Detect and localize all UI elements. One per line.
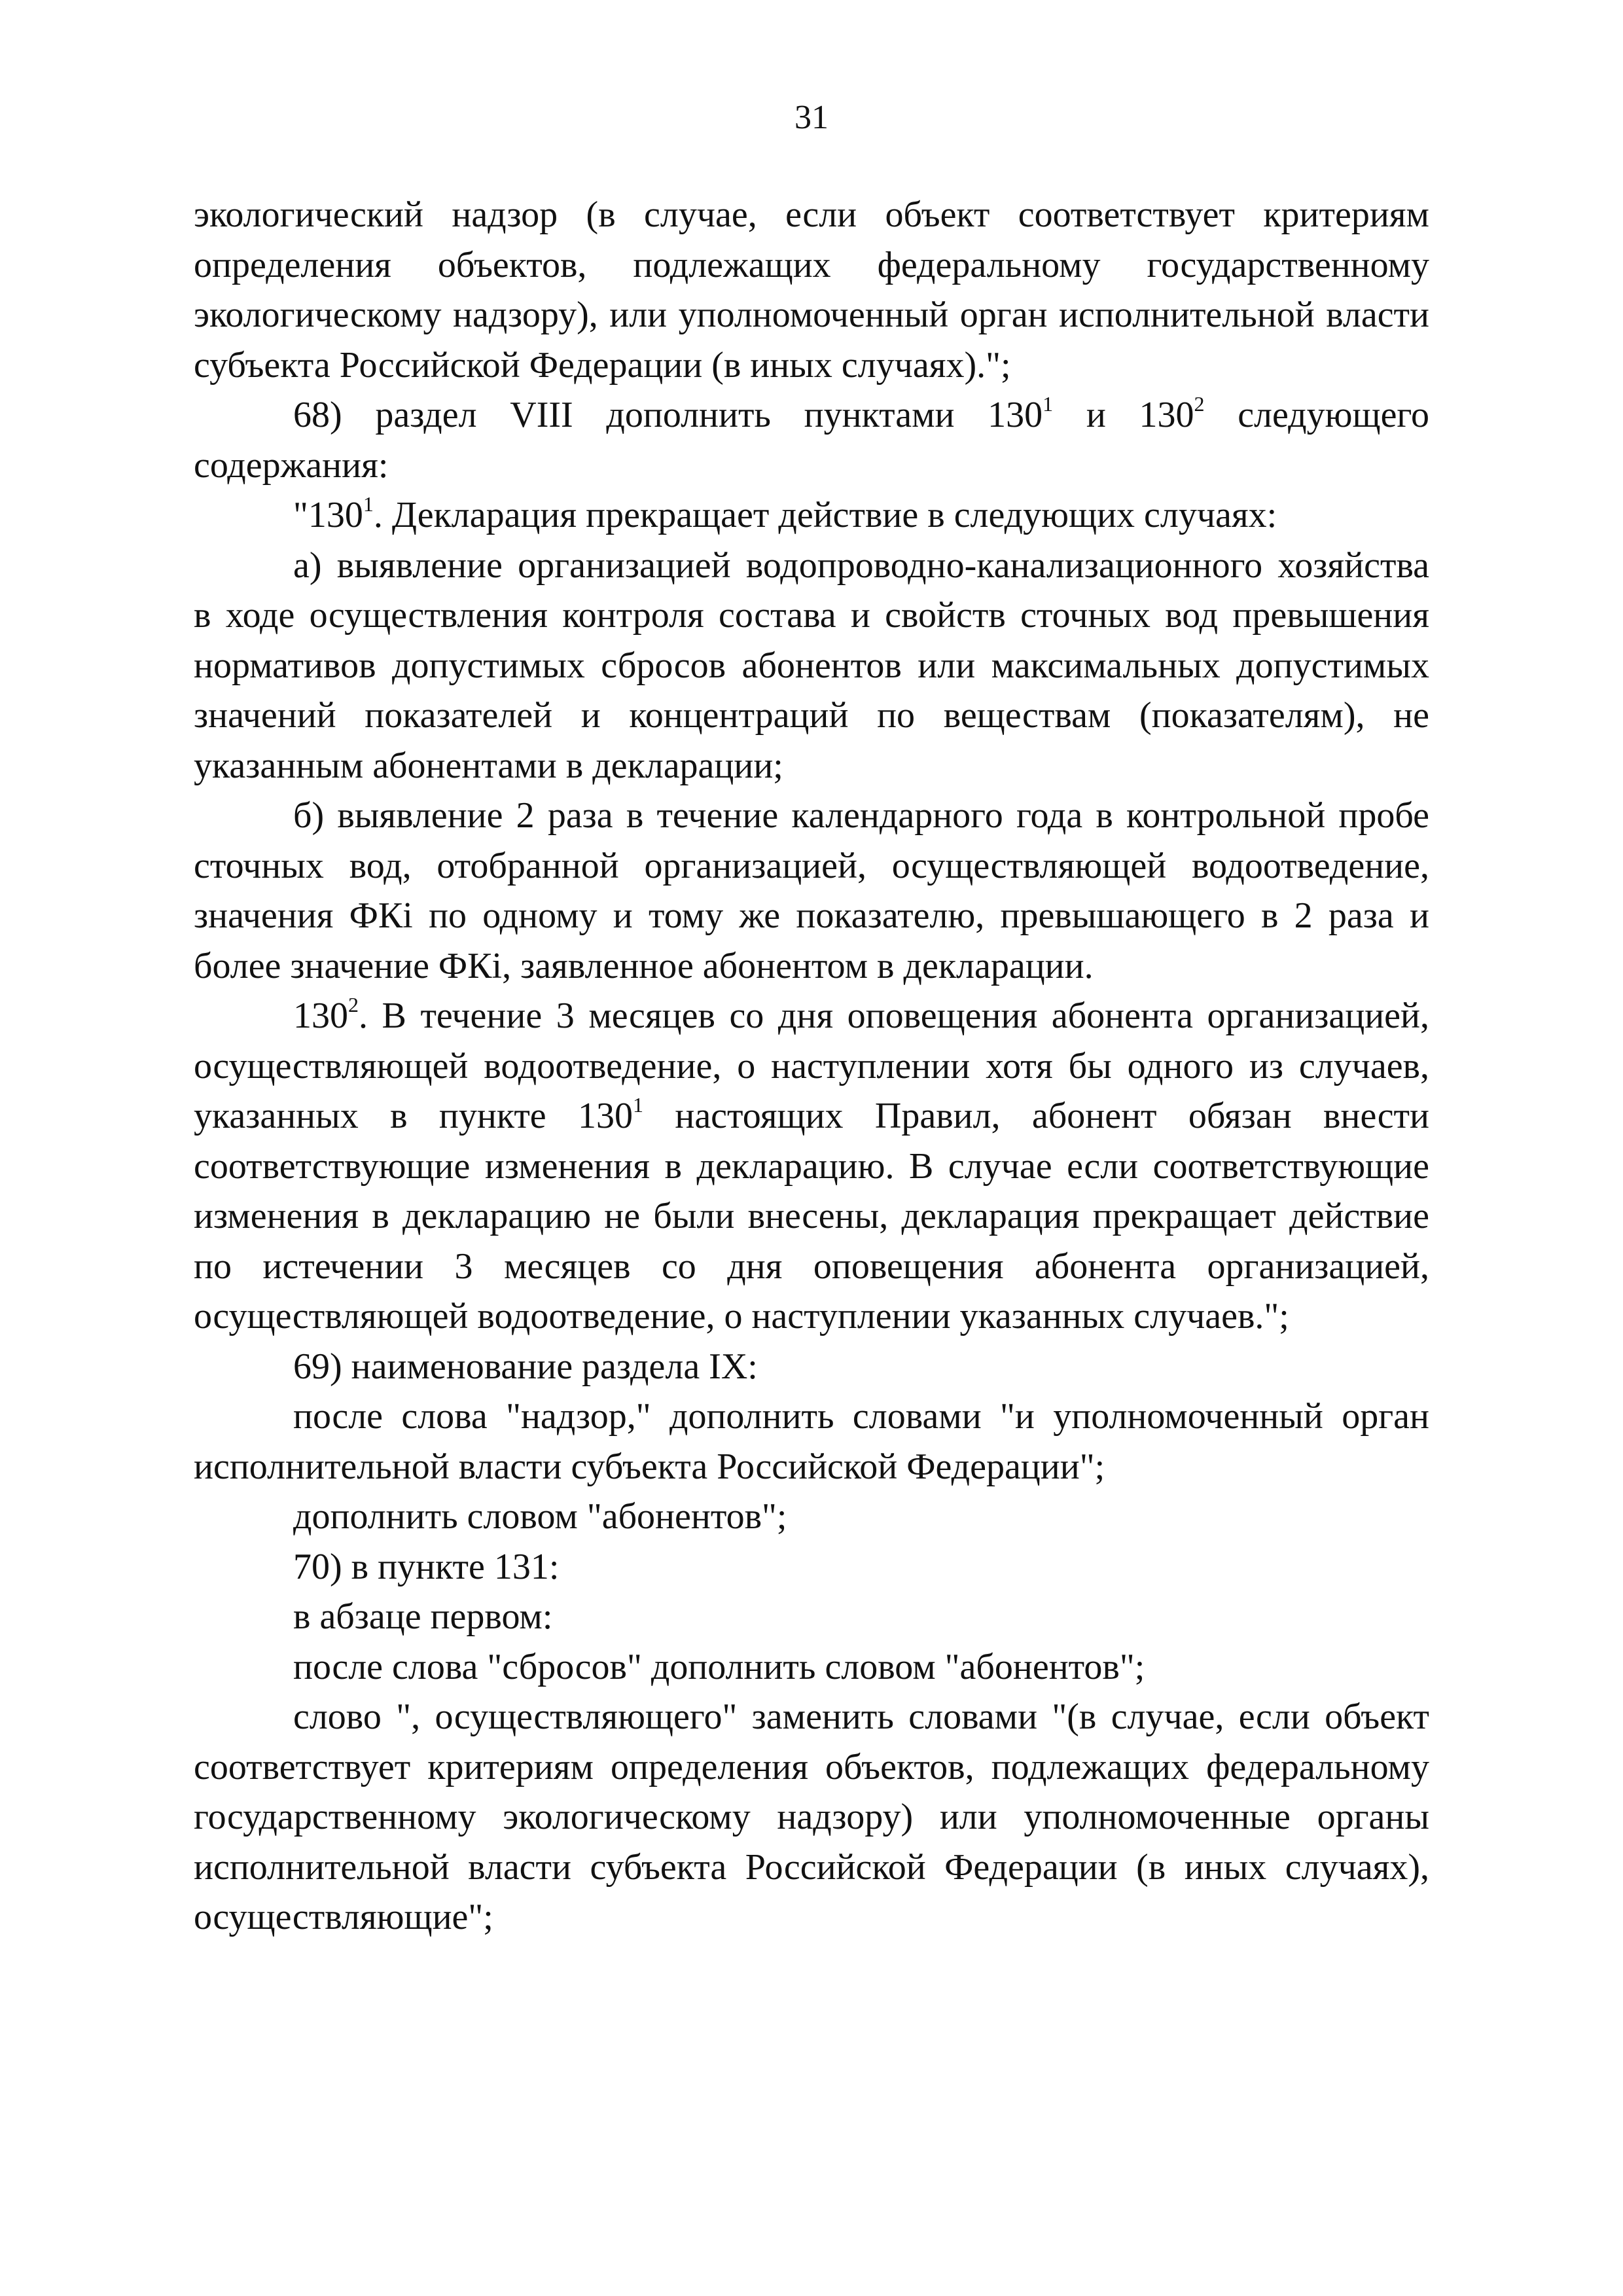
superscript-index: 2 bbox=[1194, 392, 1205, 416]
text-run: настоящих Правил, абонент обязан внести соответствующие изменения в декларацию. В случае если соответствующие изменения в декларацию не были внесены, декларация прекращает действие по истечении 3 месяцев со дня оповещения абонента организацией, осуществляющей водоотведение, о наступлении указанных случаев."; bbox=[194, 1096, 1429, 1336]
text-run: . В течение 3 месяцев со дня оповещения абонента организацией, осуществляющей водоотведение, о наступлении хотя бы одного из случаев, указанных в пункте 130 bbox=[194, 996, 1429, 1136]
text-run: "130 bbox=[293, 495, 363, 535]
text-run: следующего содержания: bbox=[194, 395, 1429, 486]
text-run: после слова "сбросов" дополнить словом "абонентов"; bbox=[293, 1646, 1145, 1687]
text-run: и 130 bbox=[1053, 395, 1194, 435]
paragraph-p10 bbox=[194, 1542, 1429, 1592]
text-run: 68) раздел VIII дополнить пунктами 130 bbox=[293, 395, 1043, 435]
paragraph-p5 bbox=[194, 791, 1429, 991]
paragraph-p2 bbox=[194, 390, 1429, 490]
text-run: экологический надзор (в случае, если объект соответствует критериям определения объектов, подлежащих федеральному государственному экологическому надзору), или уполномоченный орган исполнительной власти субъекта Российской Федерации (в иных случаях)."; bbox=[194, 194, 1429, 386]
paragraph-p7 bbox=[194, 1342, 1429, 1392]
text-run: в абзаце первом: bbox=[293, 1596, 553, 1637]
paragraph-p11 bbox=[194, 1592, 1429, 1642]
paragraph-p1 bbox=[194, 190, 1429, 390]
text-run: а) выявление организацией водопроводно-канализационного хозяйства в ходе осуществления контроля состава и свойств сточных вод превышения нормативов допустимых сбросов абонентов или максимальных допустимых значений показателей и концентраций по веществам (показателям), не указанным абонентами в декларации; bbox=[194, 545, 1429, 786]
superscript-index: 1 bbox=[633, 1093, 643, 1117]
text-run: дополнить словом "абонентов"; bbox=[293, 1496, 787, 1537]
text-run: после слова "надзор," дополнить словами "и уполномоченный орган исполнительной власти субъекта Российской Федерации"; bbox=[194, 1396, 1429, 1487]
superscript-index: 1 bbox=[363, 492, 374, 516]
text-run: 70) в пункте 131: bbox=[293, 1546, 560, 1587]
text-run: б) выявление 2 раза в течение календарного года в контрольной пробе сточных вод, отобранной организацией, осуществляющей водоотведение, значения ФКi по одному и тому же показателю, превышающего в 2 раза и более значение ФКi, заявленное абонентом в декларации. bbox=[194, 795, 1429, 986]
paragraph-p12 bbox=[194, 1642, 1429, 1693]
text-run: слово ", осуществляющего" заменить словами "(в случае, если объект соответствует критериям определения объектов, подлежащих федеральному государственному экологическому надзору) или уполномоченные органы исполнительной власти субъекта Российской Федерации (в иных случаях), осуществляющие"; bbox=[194, 1696, 1429, 1937]
document-body bbox=[194, 190, 1429, 1943]
paragraph-p6 bbox=[194, 991, 1429, 1342]
paragraph-p13 bbox=[194, 1692, 1429, 1943]
paragraph-p4 bbox=[194, 541, 1429, 791]
superscript-index: 2 bbox=[348, 993, 359, 1016]
page-number: 31 bbox=[794, 99, 829, 136]
text-run: 69) наименование раздела IX: bbox=[293, 1346, 758, 1387]
text-run: 130 bbox=[293, 996, 348, 1036]
paragraph-p9 bbox=[194, 1492, 1429, 1542]
text-run: . Декларация прекращает действие в следующих случаях: bbox=[373, 495, 1277, 535]
superscript-index: 1 bbox=[1043, 392, 1054, 416]
paragraph-p8 bbox=[194, 1391, 1429, 1492]
paragraph-p3 bbox=[194, 490, 1429, 541]
